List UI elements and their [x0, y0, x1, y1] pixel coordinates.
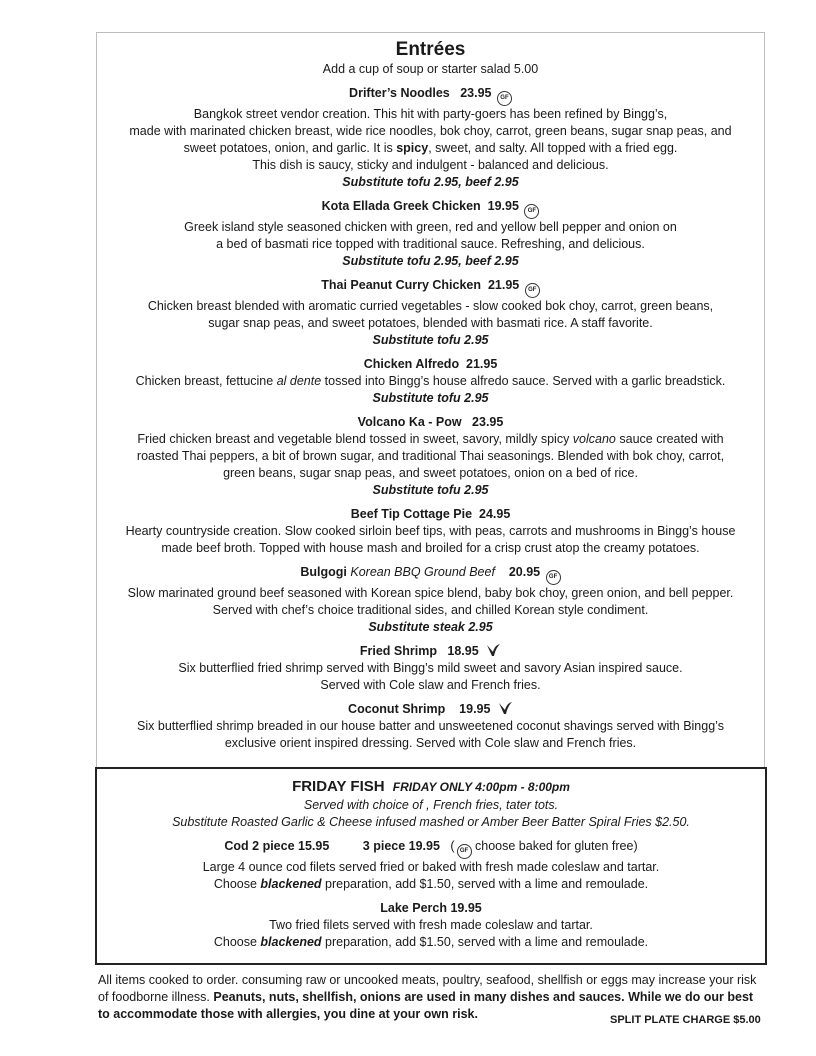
- desc-line: made with marinated chicken breast, wide rice noodles, bok choy, carrot, green beans, sugar snap peas, and: [129, 124, 732, 138]
- dish-name: Drifter’s Noodles: [349, 86, 450, 100]
- dish-beef-tip-cottage-pie: [97, 505, 764, 557]
- gf-icon: GF: [524, 204, 539, 219]
- dish-description: [97, 298, 764, 332]
- cod-description: Large 4 ounce cod filets served fried or baked with fresh made coleslaw and tartar.: [202, 860, 660, 874]
- desc-line: made beef broth. Topped with house mash and broiled for a crisp crust atop the creamy potatoes.: [161, 541, 700, 555]
- dish-price: 24.95: [479, 507, 511, 521]
- dish-title: [97, 276, 764, 298]
- entrees-note: Add a cup of soup or starter salad 5.00: [322, 62, 539, 76]
- dish-fried-shrimp: [97, 642, 764, 694]
- dish-price: 23.95: [460, 86, 492, 100]
- perch-blackened-option: [97, 934, 765, 951]
- desc-text: sweet potatoes, onion, and garlic. It is: [183, 141, 397, 155]
- split-plate-charge: SPLIT PLATE CHARGE $5.00: [610, 1014, 761, 1026]
- desc-line: exclusive orient inspired dressing. Served with Cole slaw and French fries.: [224, 736, 637, 750]
- desc-line: green beans, sugar snap peas, and sweet potatoes, onion on a bed of rice.: [223, 466, 638, 480]
- leaf-icon: [485, 642, 501, 658]
- friday-fish-section: [95, 767, 767, 965]
- desc-line: This dish is saucy, sticky and indulgent - balanced and delicious.: [252, 158, 609, 172]
- dish-name: Kota Ellada Greek Chicken: [321, 199, 481, 213]
- cod-pricing: [97, 837, 765, 859]
- dish-thai-peanut-curry: [97, 276, 764, 349]
- dish-substitution: Substitute tofu 2.95, beef 2.95: [342, 254, 519, 268]
- disclaimer-text: All items cooked to order. consuming raw or uncooked meats, poultry, seafood, shellfish or eggs may increase your risk of foodborne illness.: [98, 973, 757, 1004]
- dish-description: [97, 523, 764, 557]
- dish-title: [97, 700, 764, 718]
- dish-description: [97, 431, 764, 482]
- cod-two-piece: Cod 2 piece 15.95: [224, 839, 330, 853]
- desc-text: sauce created with: [615, 432, 724, 446]
- dish-name: Chicken Alfredo: [363, 357, 460, 371]
- dish-chicken-alfredo: [97, 355, 764, 407]
- dish-drifters-noodles: [97, 84, 764, 191]
- desc-line: roasted Thai peppers, a bit of brown sugar, and traditional Thai seasonings. Blended with bok choy, carrot,: [136, 449, 725, 463]
- desc-line: Slow marinated ground beef seasoned with Korean spice blend, baby bok choy, green onion, and bell pepper.: [127, 586, 734, 600]
- dish-description: [97, 585, 764, 619]
- desc-italic: volcano: [572, 432, 616, 446]
- dish-price: 21.95: [466, 357, 498, 371]
- friday-fish-title: [97, 777, 765, 797]
- dish-price: 19.95: [487, 199, 519, 213]
- dish-title: [97, 84, 764, 106]
- dish-description: [97, 660, 764, 694]
- desc-line: Greek island style seasoned chicken with green, red and yellow bell pepper and onion on: [184, 220, 677, 234]
- dish-title: [97, 642, 764, 660]
- dish-coconut-shrimp: [97, 700, 764, 752]
- friday-fish-substitute: Substitute Roasted Garlic & Cheese infused mashed or Amber Beer Batter Spiral Fries $2.50.: [172, 815, 690, 829]
- dish-substitution: Substitute steak 2.95: [368, 620, 493, 634]
- lake-perch-description: Two fried filets served with fresh made coleslaw and tartar.: [269, 918, 593, 932]
- entrees-section: [96, 32, 765, 768]
- blackened-text: blackened: [260, 935, 322, 949]
- desc-line: [101, 140, 760, 157]
- dish-name: Thai Peanut Curry Chicken: [321, 278, 482, 292]
- choose-text: Choose: [213, 935, 261, 949]
- dish-substitution: Substitute tofu 2.95, beef 2.95: [342, 175, 519, 189]
- entrees-title: Entrées: [395, 39, 466, 60]
- desc-line: Six butterflied shrimp breaded in our house batter and unsweetened coconut shavings served with Bingg’s: [137, 719, 724, 733]
- dish-title: [97, 563, 764, 585]
- dish-name: Bulgogi: [300, 565, 347, 579]
- leaf-icon: [497, 700, 513, 716]
- desc-line: [101, 373, 760, 390]
- gf-icon: GF: [497, 91, 512, 106]
- gf-icon: GF: [546, 570, 561, 585]
- choose-suffix: preparation, add $1.50, served with a lime and remoulade.: [321, 877, 649, 891]
- dish-title: [97, 413, 764, 431]
- dish-name: Fried Shrimp: [359, 644, 437, 658]
- dish-title: [97, 355, 764, 373]
- dish-name: Beef Tip Cottage Pie: [350, 507, 473, 521]
- dish-description: [97, 373, 764, 390]
- dish-description: [97, 106, 764, 174]
- dish-price: 20.95: [508, 565, 541, 579]
- desc-line: Served with chef’s choice traditional sides, and chilled Korean style condiment.: [212, 603, 649, 617]
- desc-line: Bangkok street vendor creation. This hit with party-goers has been refined by Bingg’s,: [193, 107, 668, 121]
- dish-price: 23.95: [472, 415, 504, 429]
- disclaimer-bold: Peanuts, nuts, shellfish, onions are used in many dishes and sauces. While we do our best to accommodate those with allergies, you dine at your own risk.: [98, 990, 754, 1021]
- cod-blackened-option: [97, 876, 765, 893]
- dish-description: [97, 718, 764, 752]
- lake-perch-title: Lake Perch 19.95: [380, 901, 482, 915]
- desc-italic: al dente: [276, 374, 322, 388]
- desc-text: tossed into Bingg’s house alfredo sauce. Served with a garlic breadstick.: [321, 374, 726, 388]
- friday-fish-sides: Served with choice of , French fries, tater tots.: [303, 798, 559, 812]
- dish-title: [97, 505, 764, 523]
- desc-line: Hearty countryside creation. Slow cooked sirloin beef tips, with peas, carrots and mushrooms in Bingg’s house: [125, 524, 736, 538]
- desc-line: a bed of basmati rice topped with traditional sauce. Refreshing, and delicious.: [216, 237, 645, 251]
- blackened-text: blackened: [260, 877, 322, 891]
- choose-suffix: preparation, add $1.50, served with a lime and remoulade.: [321, 935, 649, 949]
- dish-price: 18.95: [447, 644, 479, 658]
- dish-name: Volcano Ka - Pow: [357, 415, 462, 429]
- friday-fish-heading: FRIDAY FISH: [292, 778, 385, 795]
- dish-volcano-ka-pow: [97, 413, 764, 499]
- dish-price: 19.95: [459, 702, 491, 716]
- desc-line: Six butterflied fried shrimp served with Bingg’s mild sweet and savory Asian inspired sauce.: [178, 661, 683, 675]
- gf-icon: GF: [525, 283, 540, 298]
- desc-line: sugar snap peas, and sweet potatoes, blended with basmati rice. A staff favorite.: [208, 316, 653, 330]
- desc-line: Chicken breast blended with aromatic curried vegetables - slow cooked bok choy, carrot, green beans,: [147, 299, 714, 313]
- gf-icon: GF: [457, 844, 472, 859]
- cod-paren: (: [450, 839, 455, 853]
- dish-kota-ellada: [97, 197, 764, 270]
- choose-text: Choose: [213, 877, 261, 891]
- dish-name: Coconut Shrimp: [348, 702, 446, 716]
- cod-gf-note: choose baked for gluten free): [471, 839, 638, 853]
- desc-emphasis: spicy: [396, 141, 429, 155]
- desc-line: Served with Cole slaw and French fries.: [320, 678, 541, 692]
- dish-description: [97, 219, 764, 253]
- dish-substitution: Substitute tofu 2.95: [372, 391, 489, 405]
- desc-text: , sweet, and salty. All topped with a fried egg.: [428, 141, 678, 155]
- dish-title: [97, 197, 764, 219]
- desc-text: Chicken breast, fettucine: [135, 374, 277, 388]
- dish-substitution: Substitute tofu 2.95: [372, 483, 489, 497]
- dish-bulgogi: [97, 563, 764, 636]
- desc-text: Fried chicken breast and vegetable blend tossed in sweet, savory, mildly spicy: [137, 432, 573, 446]
- friday-fish-hours: FRIDAY ONLY 4:00pm - 8:00pm: [392, 780, 570, 794]
- desc-line: [101, 431, 760, 448]
- dish-substitution: Substitute tofu 2.95: [372, 333, 489, 347]
- dish-price: 21.95: [487, 278, 520, 292]
- cod-three-piece: 3 piece 19.95: [362, 839, 440, 853]
- dish-name-italic: Korean BBQ Ground Beef: [350, 565, 495, 579]
